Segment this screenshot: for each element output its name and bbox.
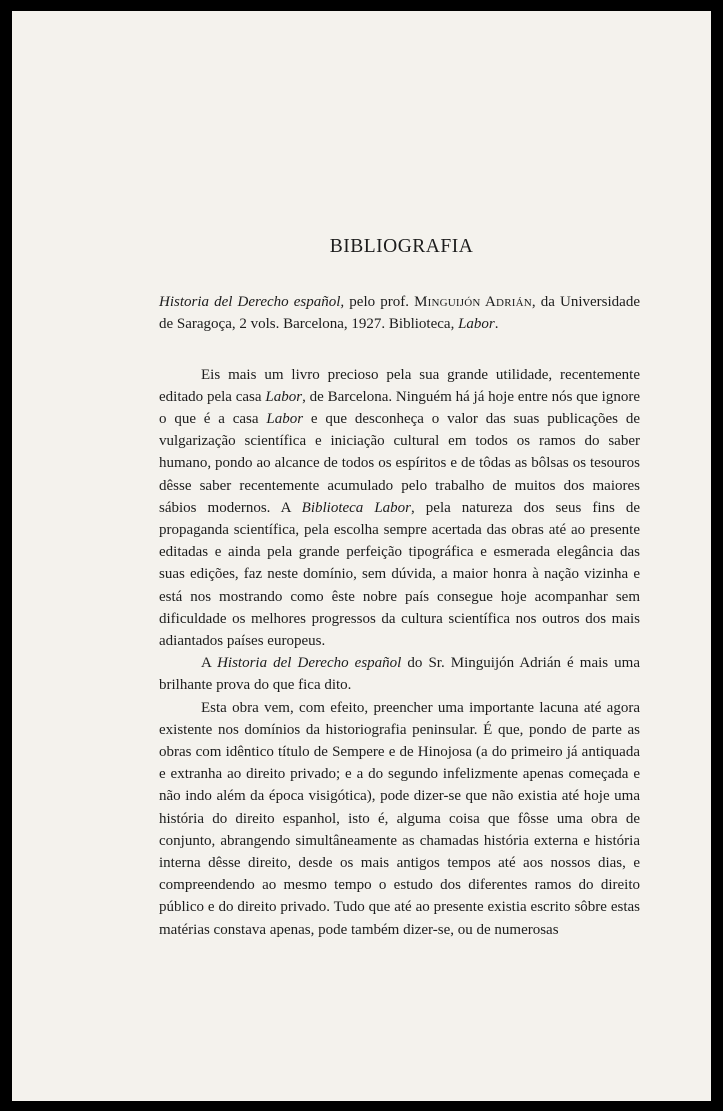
reference-details: , da Universidade de Saragoça, 2 vols. Barcelona, 1927. Biblioteca, xyxy=(159,294,640,333)
p1-biblioteca-labor: Biblioteca Labor xyxy=(301,499,412,516)
publisher-name: Labor xyxy=(458,316,495,333)
p1-text-a: Eis mais um livro precioso pela sua grande utilidade, recentemente editado pela casa xyxy=(159,366,640,405)
paragraph-3: Esta obra vem, com efeito, preencher uma importante lacuna até agora existente nos domínios da historiografia peninsular. É que, pondo de parte as obras com idêntico título de Sempere e de Hinojosa (a do primeiro já antiquada e extranha ao direito privado; e a do segundo infelizmente apenas começada e não indo além da época visigótica), pode dizer-se que não existia até hoje uma história do direito espanhol, isto é, alguma coisa que fôsse uma obra de conjunto, abrangendo simultâneamente as chamadas história externa e história interna dêsse direito, desde os mais antigos tempos até aos nossos dias, e compreendendo ao mesmo tempo o estudo dos diferentes ramos do direito público e do direito privado. Tudo que até ao presente existia escrito sôbre estas matérias constava apenas, pode também dizer-se, ou de numerosas xyxy=(159,699,640,938)
p2-book-title: Historia del Derecho español xyxy=(217,655,402,672)
bibliographic-reference xyxy=(159,291,640,335)
p2-text-c: do Sr. Minguijón Adrián é mais uma brilhante prova do que fica dito. xyxy=(159,655,640,694)
paragraph-2 xyxy=(159,652,640,696)
p1-text-c: , de Barcelona. Ninguém há já hoje entre nós que ignore o que é a casa xyxy=(159,388,640,428)
book-title: Historia del Derecho español, xyxy=(159,294,345,311)
document-page xyxy=(12,11,711,1101)
page-heading: BIBLIOGRAFIA xyxy=(329,236,474,257)
paragraph-1 xyxy=(159,364,640,653)
p1-text-g: , pela natureza dos seus fins de propaganda scientífica, pela escolha sempre acertada das obras até ao presente editadas e ainda pela grande perfeição tipográfica e esmerada elegância das suas edições, faz neste domínio, sem dúvida, a maior honra à nação vizinha e está nos mostrando como êste nobre país consegue hoje acompanhar sem dificuldade os melhores progressos da cultura scientífica nos outros dos mais adiantados países europeus. xyxy=(159,499,641,650)
author-name: Minguijón Adrián xyxy=(414,294,532,311)
reference-by: pelo prof. xyxy=(344,294,415,311)
p1-text-e: e que desconheça o valor das suas publicações de vulgarização scientífica e iniciação cultural em todos os ramos do saber humano, pondo ao alcance de todos os espíritos e de tôdas as bôlsas os tesouros dêsse saber recentemente acumulado pelo trabalho de muitos dos maiores sábios modernos. A xyxy=(159,411,640,516)
p1-labor-2: Labor xyxy=(266,411,304,428)
p2-text-a: A xyxy=(201,655,218,672)
page-content xyxy=(159,236,640,941)
reference-end: . xyxy=(494,316,499,333)
p1-labor-1: Labor xyxy=(265,388,303,405)
